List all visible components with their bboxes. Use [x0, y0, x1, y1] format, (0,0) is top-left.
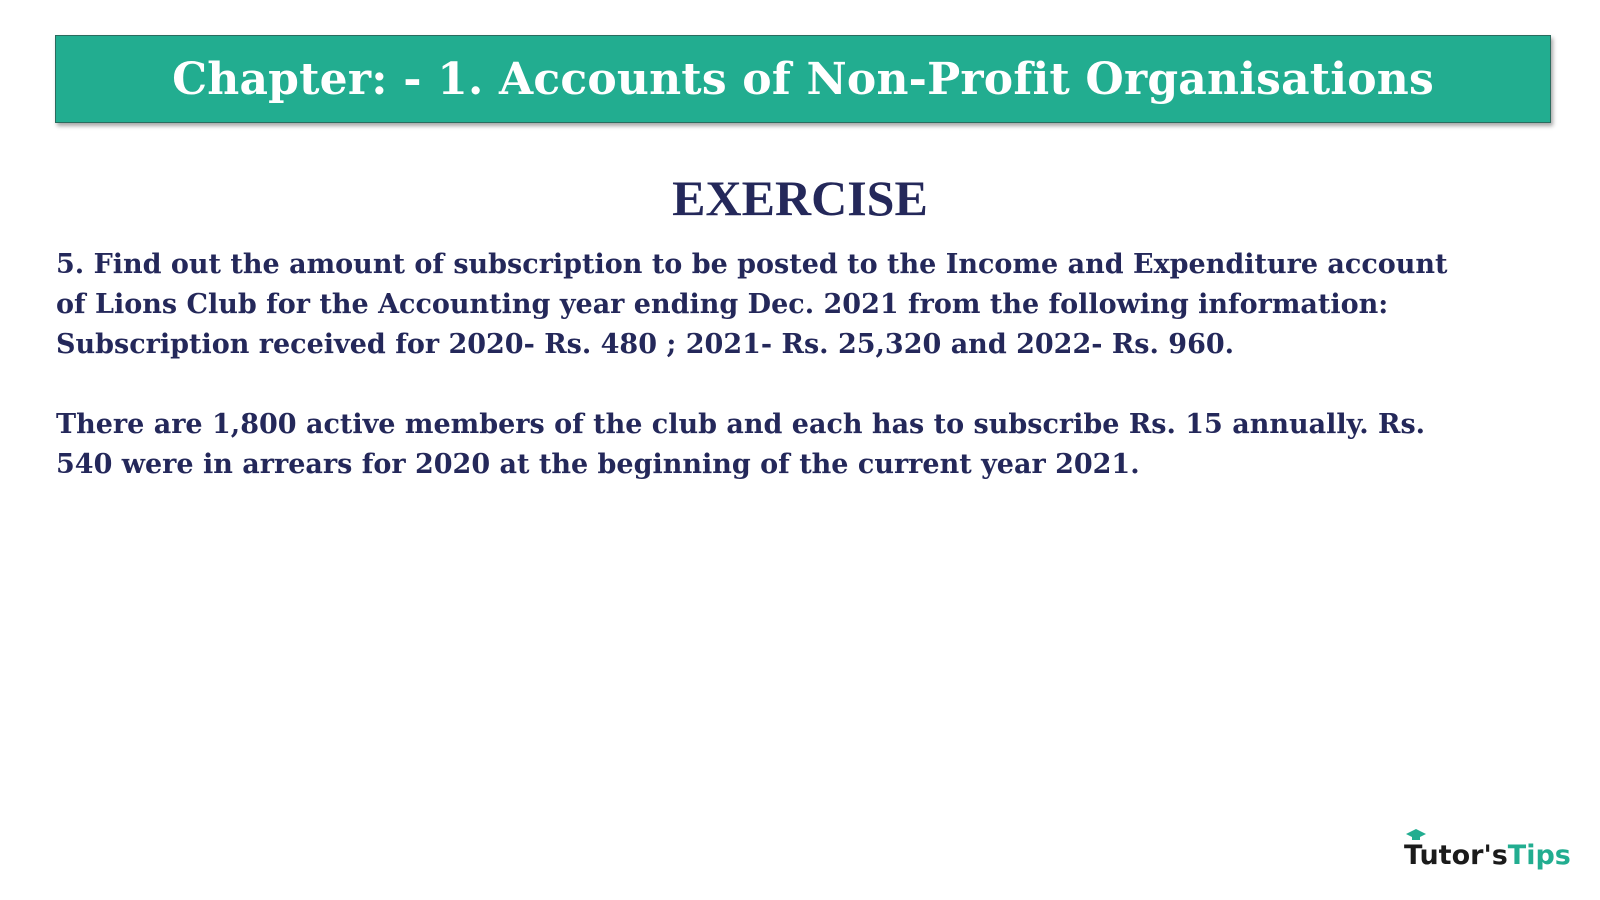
logo-wordmark	[1404, 840, 1571, 872]
question-line: of Lions Club for the Accounting year ending Dec. 2021 from the following information:	[56, 289, 1389, 320]
question-line: There are 1,800 active members of the club and each has to subscribe Rs. 15 annually. Rs.	[56, 409, 1426, 440]
chapter-banner	[55, 35, 1551, 123]
question-line: Subscription received for 2020- Rs. 480 ; 2021- Rs. 25,320 and 2022- Rs. 960.	[56, 329, 1235, 360]
question-paragraph-2	[56, 405, 1526, 485]
tutors-tips-logo	[1404, 828, 1571, 872]
section-heading: EXERCISE	[672, 170, 928, 226]
question-paragraph-1	[56, 245, 1526, 365]
question-line: 5. Find out the amount of subscription to be posted to the Income and Expenditure account	[56, 249, 1448, 280]
logo-text-tutors: Tutor's	[1404, 840, 1508, 871]
chapter-title: Chapter: - 1. Accounts of Non-Profit Organisations	[172, 53, 1434, 105]
question-line: 540 were in arrears for 2020 at the beginning of the current year 2021.	[56, 449, 1140, 480]
logo-text-tips: Tips	[1507, 840, 1571, 871]
